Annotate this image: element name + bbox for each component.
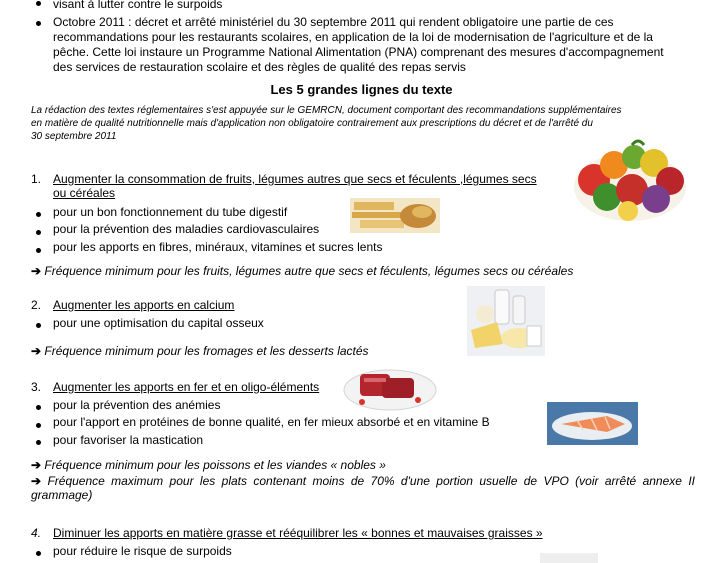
bullet-marker <box>36 405 41 410</box>
list-item: pour favoriser la mastication <box>53 433 204 447</box>
paragraph-line: des services de restauration scolaire et des règles de qualité des repas servis <box>53 60 466 74</box>
frequency-text: Fréquence minimum pour les fruits, légumes autre que secs et féculents, légumes secs ou céréales <box>44 264 574 278</box>
vegetables-image <box>572 135 688 223</box>
list-number: 1. <box>31 172 42 186</box>
text-line: visant à lutter contre le surpoids <box>53 0 223 11</box>
dairy-photo-icon <box>467 286 545 356</box>
bullet-marker <box>36 248 41 253</box>
list-item: pour l'apport en protéines de bonne qualité, en fer mieux absorbé et en vitamine B <box>53 415 490 429</box>
frequency-text: Fréquence minimum pour les poissons et les viandes « nobles » <box>44 458 386 472</box>
intro-line: 30 septembre 2011 <box>31 131 117 142</box>
bullet-marker <box>36 212 41 217</box>
frequency-text: Fréquence maximum pour les plats contenant moins de 70% d'une portion usuelle de VPO (voir arrêté annexe II <box>47 474 695 488</box>
section-title: ou céréales <box>53 186 116 200</box>
section-title: Augmenter les apports en fer et en oligo-éléments <box>53 380 320 394</box>
arrow-icon: ➔ <box>31 344 42 358</box>
list-number: 3. <box>31 380 42 394</box>
intro-line: en matière de qualité nutritionnelle mais d'application non obligatoire contrairement aux prescriptions du décret et de l'arrêté du <box>31 118 593 129</box>
section-title: Augmenter la consommation de fruits, légumes autres que secs et féculents ,légumes secs <box>53 172 537 186</box>
salmon-image <box>547 402 638 445</box>
paragraph-line: recommandations pour les restaurants scolaires, en application de la loi de modernisation de l'agriculture et de la <box>53 30 653 44</box>
frequency-note <box>31 264 573 278</box>
partial-image <box>540 553 598 563</box>
bullet-marker <box>36 423 41 428</box>
bullet-marker <box>36 21 41 26</box>
bullet-marker <box>36 551 41 556</box>
vegetables-photo-icon <box>572 135 688 223</box>
bullet-marker <box>36 1 41 6</box>
salmon-photo-icon <box>547 402 638 445</box>
list-item: pour la prévention des maladies cardiovasculaires <box>53 222 320 236</box>
list-item: pour la prévention des anémies <box>53 398 221 412</box>
dairy-image <box>467 286 545 356</box>
list-item: pour les apports en fibres, minéraux, vitamines et sucres lents <box>53 240 383 254</box>
list-item: pour une optimisation du capital osseux <box>53 316 264 330</box>
bullet-marker <box>36 440 41 445</box>
list-item: pour un bon fonctionnement du tube digestif <box>53 205 288 219</box>
frequency-note <box>31 344 369 358</box>
bullet-marker <box>36 230 41 235</box>
bullet-marker <box>36 323 41 328</box>
list-number: 4. <box>31 526 42 540</box>
pasta-photo-icon <box>350 198 440 233</box>
section-heading: Les 5 grandes lignes du texte <box>270 82 453 97</box>
frequency-note <box>31 458 386 472</box>
section-title: Augmenter les apports en calcium <box>53 298 235 312</box>
arrow-icon: ➔ <box>31 474 42 488</box>
list-item: pour réduire le risque de surpoids <box>53 544 232 558</box>
frequency-note <box>31 474 695 488</box>
list-number: 2. <box>31 298 42 312</box>
meat-image <box>342 364 438 412</box>
frequency-text: Fréquence minimum pour les fromages et les desserts lactés <box>44 344 369 358</box>
meat-photo-icon <box>342 364 438 412</box>
intro-line: La rédaction des textes réglementaires s'est appuyée sur le GEMRCN, document comportant des recommandations supplémentaires <box>31 105 622 116</box>
paragraph-line: pêche. Cette loi instaure un Programme National Alimentation (PNA) comprenant des mesures d'accompagnement <box>53 45 664 59</box>
arrow-icon: ➔ <box>31 264 42 278</box>
frequency-text: grammage) <box>31 488 93 502</box>
paragraph-line: Octobre 2011 : décret et arrêté ministériel du 30 septembre 2011 qui rendent obligatoire une partie de ces <box>53 15 614 29</box>
arrow-icon: ➔ <box>31 458 42 472</box>
section-title: Diminuer les apports en matière grasse et rééquilibrer les « bonnes et mauvaises graisses » <box>53 526 543 540</box>
pasta-image <box>350 198 440 233</box>
